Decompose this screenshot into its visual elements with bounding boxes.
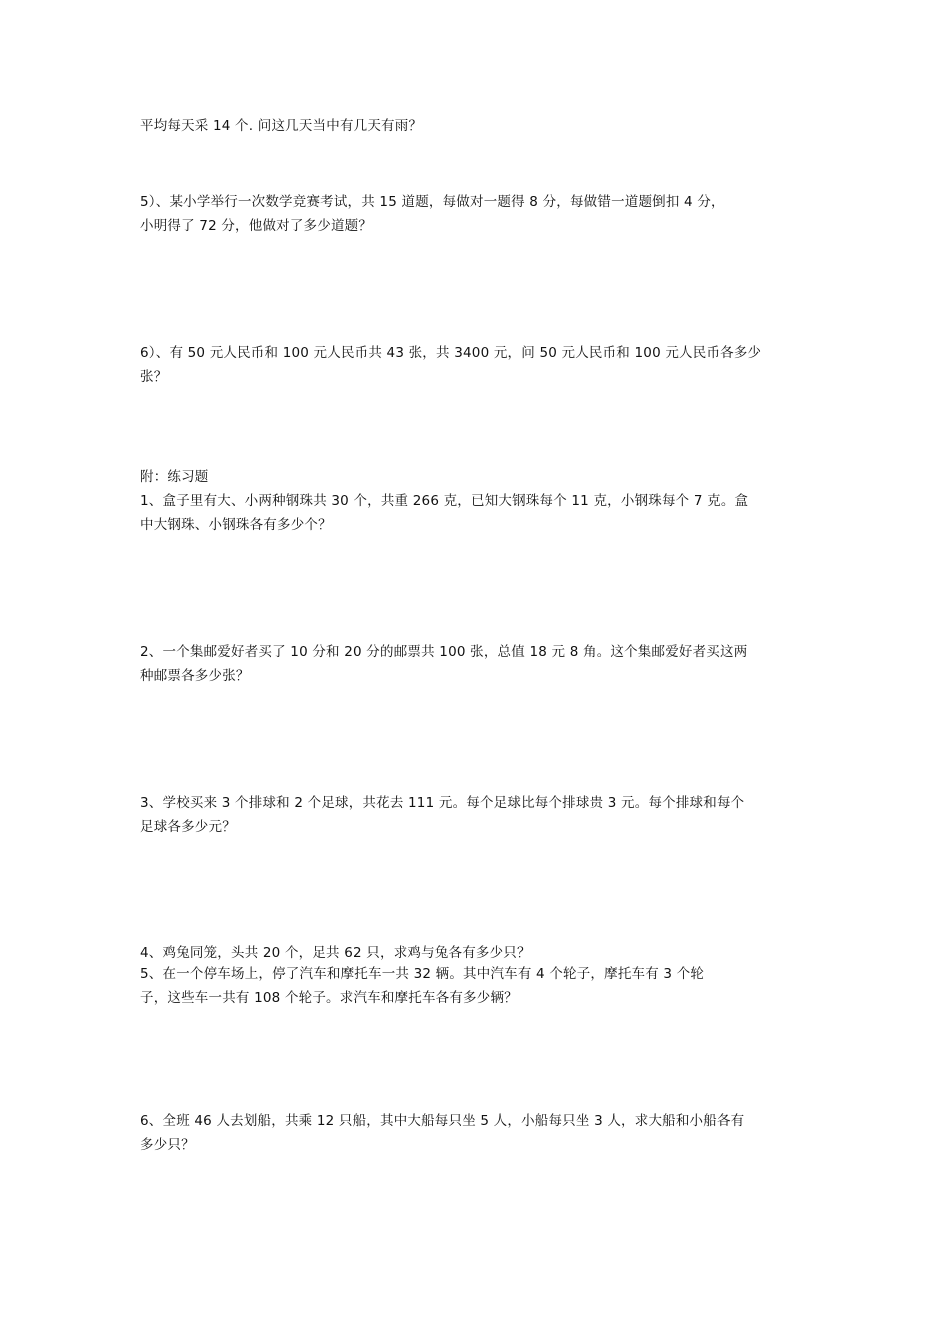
exercise-2-line-2: 种邮票各多少张？: [140, 668, 250, 684]
problem-6-text-line-1: 6）、有 50 元人民币和 100 元人民币共 43 张，共 3400 元，问 50 元人民币和 100 元人民币各多少: [140, 345, 762, 361]
problem-5-text-line-2: 小明得了 72 分，他做对了多少道题？: [140, 218, 373, 234]
exercise-5-line-2: 子，这些车一共有 108 个轮子。求汽车和摩托车各有多少辆？: [140, 990, 518, 1006]
exercise-1-line-2: 中大钢珠、小钢珠各有多少个？: [140, 517, 332, 533]
exercise-1-line-1: 1、盒子里有大、小两种钢珠共 30 个，共重 266 克，已知大钢珠每个 11 克，小钢珠每个 7 克。盒: [140, 493, 749, 509]
problem-4-continuation: 平均每天采 14 个. 问这几天当中有几天有雨？: [140, 118, 423, 134]
exercises-heading: 附：练习题: [140, 469, 209, 485]
exercise-4-line-1: 4、鸡兔同笼，头共 20 个，足共 62 只，求鸡与兔各有多少只？: [140, 945, 531, 961]
exercise-3-line-2: 足球各多少元？: [140, 819, 236, 835]
exercise-6-line-1: 6、全班 46 人去划船，共乘 12 只船，其中大船每只坐 5 人，小船每只坐 3 人，求大船和小船各有: [140, 1113, 745, 1129]
exercise-6-line-2: 多少只？: [140, 1137, 195, 1153]
problem-5-text-line-1: 5）、某小学举行一次数学竞赛考试，共 15 道题，每做对一题得 8 分，每做错一道题倒扣 4 分，: [140, 194, 725, 210]
problem-6-text-line-2: 张？: [140, 369, 168, 385]
exercise-2-line-1: 2、一个集邮爱好者买了 10 分和 20 分的邮票共 100 张，总值 18 元 8 角。这个集邮爱好者买这两: [140, 644, 748, 660]
exercise-3-line-1: 3、学校买来 3 个排球和 2 个足球，共花去 111 元。每个足球比每个排球贵 3 元。每个排球和每个: [140, 795, 745, 811]
exercise-5-line-1: 5、在一个停车场上，停了汽车和摩托车一共 32 辆。其中汽车有 4 个轮子，摩托车有 3 个轮: [140, 966, 705, 982]
